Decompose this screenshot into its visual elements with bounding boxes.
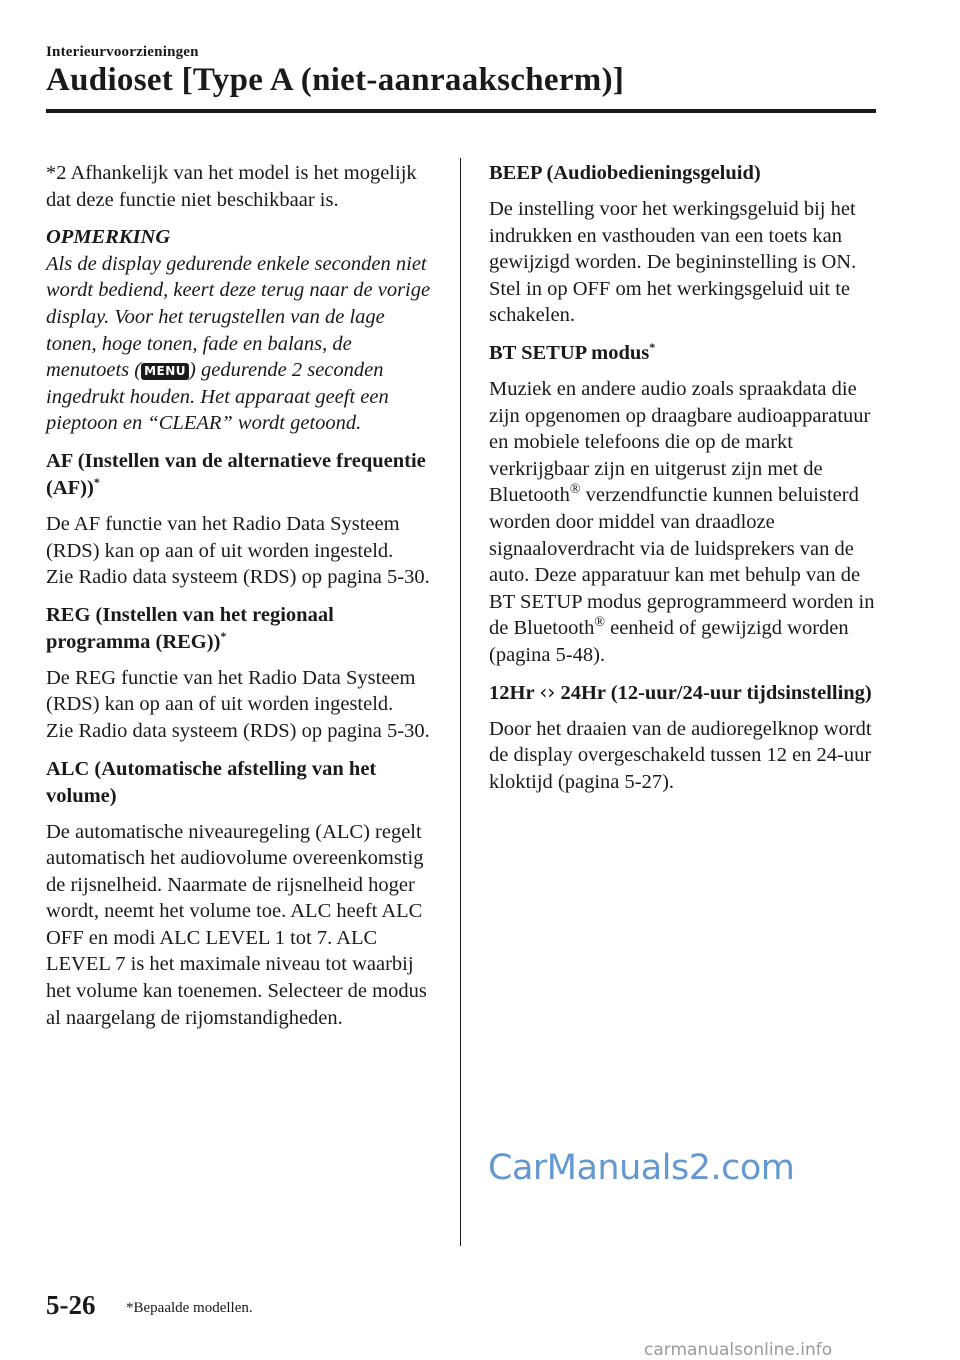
note-heading: OPMERKING [46, 226, 171, 249]
reg-heading: REG (Instellen van het regionaal programma (REG))* [46, 603, 334, 653]
section-label: Interieurvoorzieningen [46, 44, 199, 60]
site-watermark: carmanualsonline.info [644, 1340, 833, 1360]
af-body: De AF functie van het Radio Data Systeem (RDS) kan op aan of uit worden ingesteld. [46, 512, 400, 562]
bt-heading: BT SETUP modus* [489, 340, 656, 364]
note-text-end: ) gedurende 2 seconden ingedrukt houden. Het apparaat geeft een pieptoon en “CLEAR” wordt getoond. [46, 359, 389, 435]
alc-heading: ALC (Automatische afstelling van het volume) [46, 757, 377, 807]
footnote-2: *2 Afhankelijk van het model is het mogelijk dat deze functie niet beschikbaar is. [46, 162, 417, 211]
clock-heading: 12Hr ‹› 24Hr (12-uur/24-uur tijdsinstelling) [489, 679, 872, 704]
reg-body: De REG functie van het Radio Data Systeem (RDS) kan op aan of uit worden ingesteld. [46, 666, 416, 716]
registered-mark: ® [594, 615, 605, 631]
beep-body: De instelling voor het werkingsgeluid bij het indrukken en vasthouden van een toets kan gewijzigd worden. De begininstelling is ON. Stel in op OFF om het werkingsgeluid uit te schakelen. [489, 198, 857, 327]
af-reference: Zie Radio data systeem (RDS) op pagina 5-30. [46, 566, 430, 589]
beep-heading: BEEP (Audiobedieningsgeluid) [489, 162, 761, 184]
menu-icon: MENU [141, 363, 189, 380]
af-model-marker: * [93, 475, 100, 490]
arrow-right-icon: › [547, 679, 556, 704]
reg-model-marker: * [220, 628, 227, 643]
footer-footnote: *Bepaalde modellen. [126, 1300, 253, 1316]
page-title: Audioset [Type A (niet-aanraakscherm)] [46, 62, 625, 98]
alc-body: De automatische niveauregeling (ALC) regelt automatisch het audiovolume overeenkomstig de rijsnelheid. Naarmate de rijsnelheid hoger wordt, neemt het volume toe. ALC heeft ALC OFF en modi ALC LEVEL 1 tot 7. ALC LEVEL 7 is het maximale niveau tot waarbij het volume kan toenemen. Selecteer de modus al naargelang de rijomstandigheden. [46, 820, 427, 1029]
column-divider [460, 158, 461, 1246]
left-column [46, 160, 436, 1042]
page-number: 5-26 [46, 1290, 96, 1320]
af-heading: AF (Instellen van de alternatieve frequentie (AF))* [46, 449, 426, 499]
note-box [46, 224, 436, 437]
note-text-start: Als de display gedurende enkele seconden niet wordt bediend, keert deze terug naar de vorige display. Voor het terugstellen van de lage tonen, hoge tonen, fade en balans, de menutoets ( [46, 252, 431, 382]
title-rule [46, 109, 876, 113]
right-column [489, 160, 881, 806]
watermark: CarManuals2.com [488, 1148, 795, 1188]
bt-body: Muziek en andere audio zoals spraakdata die zijn opgenomen op draagbare audioapparatuur en mobiele telefoons die op de markt verkrijgbaar zijn en uitgerust zijn met de Bluetooth® verzendfunctie kunnen beluisterd worden door middel van draadloze signaaloverdracht via de luidsprekers van de auto. Deze apparatuur kan met behulp van de BT SETUP modus geprogrammeerd worden in de Bluetooth® eenheid of gewijzigd worden (pagina 5-48). [489, 377, 875, 666]
note-text [46, 251, 436, 437]
registered-mark: ® [569, 482, 581, 498]
clock-body: Door het draaien van de audioregelknop wordt de display overgeschakeld tussen 12 en 24-uur kloktijd (pagina 5-27). [489, 717, 872, 793]
bt-model-marker: * [649, 340, 656, 355]
reg-reference: Zie Radio data systeem (RDS) op pagina 5-30. [46, 719, 430, 742]
arrow-left-icon: ‹ [539, 679, 548, 704]
